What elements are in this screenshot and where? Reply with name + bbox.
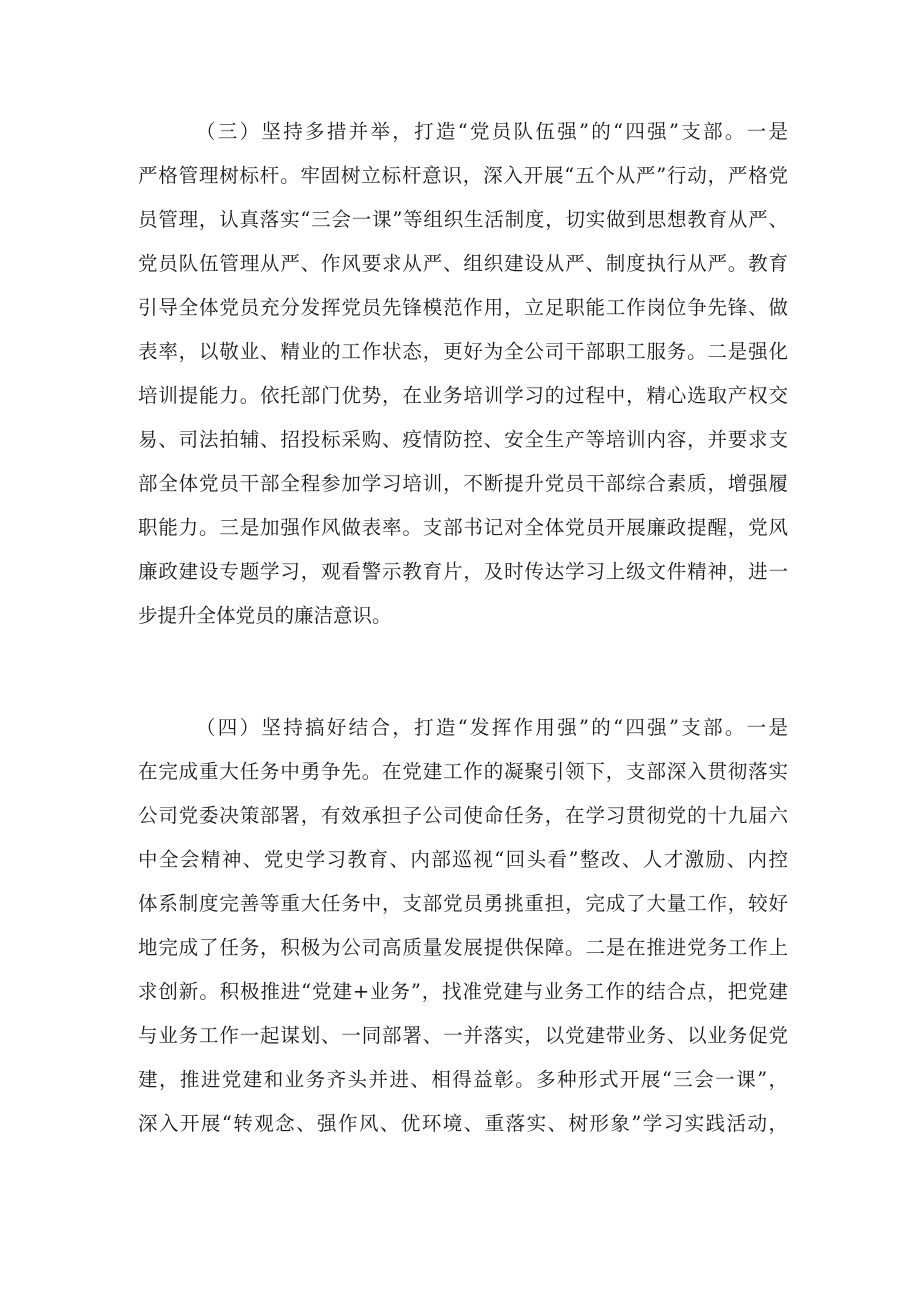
paragraph-line: 廉政建设专题学习，观看警示教育片，及时传达学习上级文件精神，进一 xyxy=(138,560,788,583)
paragraph-line: 体系制度完善等重大任务中，支部党员勇挑重担，完成了大量工作，较好 xyxy=(138,892,788,915)
paragraph-line: 表率，以敬业、精业的工作状态，更好为全公司干部职工服务。二是强化 xyxy=(138,340,788,363)
paragraph-party-member-team xyxy=(138,110,788,638)
paragraph-line: 中全会精神、党史学习教育、内部巡视“回头看”整改、人才激励、内控 xyxy=(138,848,788,871)
paragraph-line: 易、司法拍辅、招投标采购、疫情防控、安全生产等培训内容，并要求支 xyxy=(138,428,788,451)
paragraph-line: 步提升全体党员的廉洁意识。 xyxy=(138,604,392,627)
paragraph-line: 培训提能力。依托部门优势，在业务培训学习的过程中，精心选取产权交 xyxy=(138,384,788,407)
paragraph-line: 严格管理树标杆。牢固树立标杆意识，深入开展“五个从严”行动，严格党 xyxy=(138,164,788,187)
paragraph-line: 党员队伍管理从严、作风要求从严、组织建设从严、制度执行从严。教育 xyxy=(138,252,788,275)
paragraph-line: 部全体党员干部全程参加学习培训，不断提升党员干部综合素质，增强履 xyxy=(138,472,788,495)
paragraph-line: 求创新。积极推进“党建+业务”，找准党建与业务工作的结合点，把党建 xyxy=(138,980,788,1003)
paragraph-line: 建，推进党建和业务齐头并进、相得益彰。多种形式开展“三会一课”， xyxy=(138,1068,788,1091)
paragraph-play-role xyxy=(138,706,788,1146)
paragraph-line: 与业务工作一起谋划、一同部署、一并落实，以党建带业务、以业务促党 xyxy=(138,1024,788,1047)
paragraph-line: （四）坚持搞好结合，打造“发挥作用强”的“四强”支部。一是 xyxy=(196,716,788,739)
paragraph-line: 深入开展“转观念、强作风、优环境、重落实、树形象”学习实践活动， xyxy=(138,1112,788,1135)
paragraph-line: 引导全体党员充分发挥党员先锋模范作用，立足职能工作岗位争先锋、做 xyxy=(138,296,788,319)
paragraph-line: 地完成了任务，积极为公司高质量发展提供保障。二是在推进党务工作上 xyxy=(138,936,788,959)
paragraph-line: 在完成重大任务中勇争先。在党建工作的凝聚引领下，支部深入贯彻落实 xyxy=(138,760,788,783)
paragraph-line: 员管理，认真落实“三会一课”等组织生活制度，切实做到思想教育从严、 xyxy=(138,208,788,231)
paragraph-line: 职能力。三是加强作风做表率。支部书记对全体党员开展廉政提醒，党风 xyxy=(138,516,788,539)
paragraph-line: （三）坚持多措并举，打造“党员队伍强”的“四强”支部。一是 xyxy=(196,120,788,143)
paragraph-line: 公司党委决策部署，有效承担子公司使命任务，在学习贯彻党的十九届六 xyxy=(138,804,788,827)
